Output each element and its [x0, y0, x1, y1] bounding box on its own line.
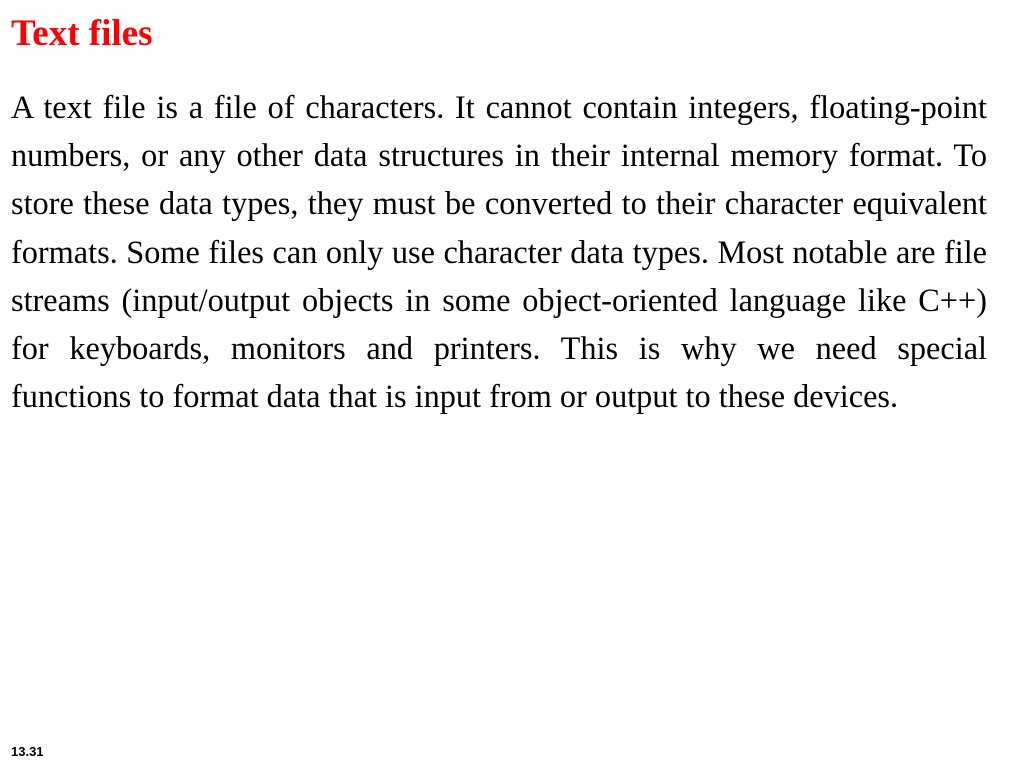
slide-body-paragraph: A text file is a file of characters. It cannot contain integers, floating-point numbers, or any other data structures in their internal memory format. To store these data types, they must be converted to their character equivalent formats. Some files can only use character data types. Most notable are file streams (input/output objects in some object-oriented language like C++) for keyboards, monitors and printers. This is why we need special functions to format data that is input from or output to these devices.	[11, 89, 987, 415]
slide-title: Text files	[11, 13, 153, 54]
slide-page-number: 13.31	[11, 744, 44, 759]
